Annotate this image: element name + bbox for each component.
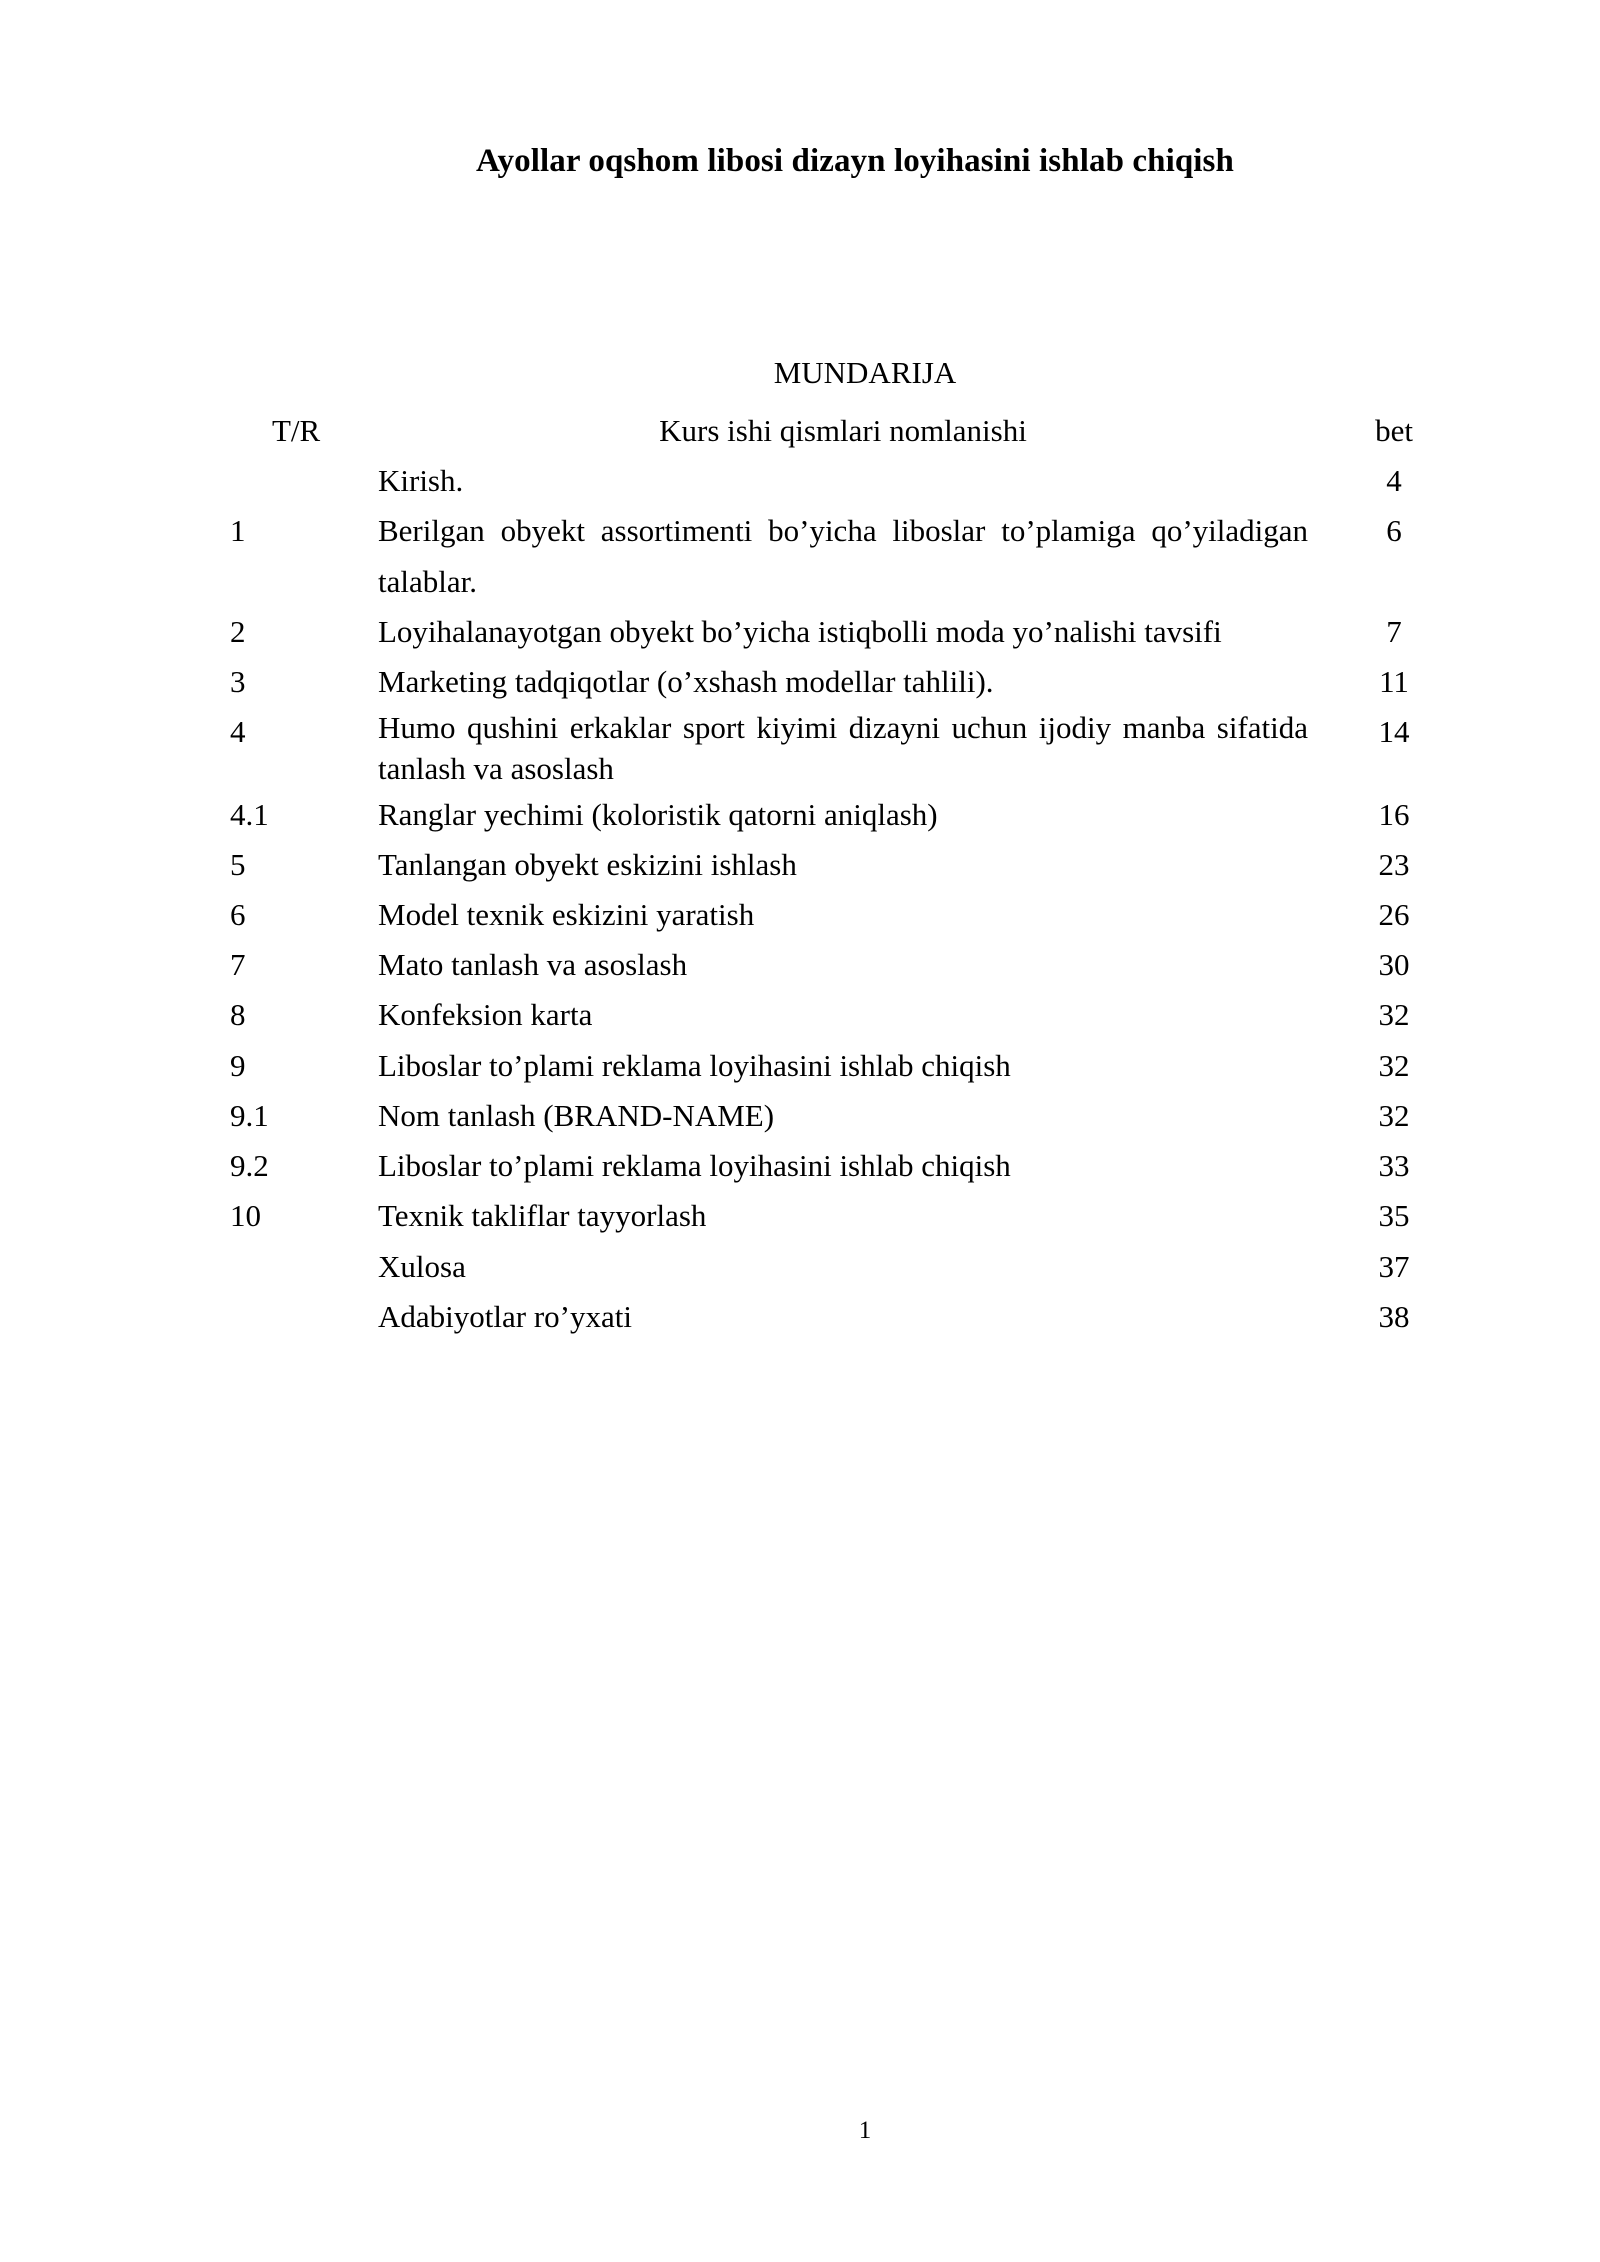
toc-row-number: 9.2 bbox=[230, 1148, 269, 1184]
toc-row-number bbox=[230, 1242, 378, 1292]
toc-row-title-text: Xulosa bbox=[378, 1248, 466, 1284]
toc-row[interactable] bbox=[230, 707, 1480, 789]
toc-row[interactable] bbox=[230, 1091, 1480, 1141]
toc-heading: MUNDARIJA bbox=[773, 355, 957, 390]
toc-row-title bbox=[378, 790, 1308, 840]
toc-row-page-number: 32 bbox=[1378, 1097, 1410, 1133]
toc-row[interactable] bbox=[230, 607, 1480, 657]
toc-row-page-number: 32 bbox=[1378, 1047, 1410, 1083]
toc-row-number: 6 bbox=[230, 897, 246, 933]
toc-row[interactable] bbox=[230, 506, 1480, 606]
toc-header-row bbox=[230, 406, 1480, 456]
toc-row-number bbox=[230, 456, 378, 506]
toc-row-title-text: Mato tanlash va asoslash bbox=[378, 947, 688, 983]
toc-row-title-text: Kirish. bbox=[378, 463, 464, 499]
toc-row-title bbox=[378, 1091, 1308, 1141]
toc-row-title-text: Berilgan obyekt assortimenti bo’yicha liboslar to’plamiga qo’yiladigan talablar. bbox=[378, 513, 1308, 599]
toc-row-page-number: 7 bbox=[1386, 613, 1402, 649]
toc-row-title bbox=[378, 456, 1308, 506]
toc-row-page-number: 4 bbox=[1386, 463, 1402, 499]
toc-row-page-number: 32 bbox=[1378, 997, 1410, 1033]
toc-row-title bbox=[378, 1292, 1308, 1342]
toc-row-number: 7 bbox=[230, 947, 246, 983]
toc-row-title-text: Liboslar to’plami reklama loyihasini ishlab chiqish bbox=[378, 1047, 1011, 1083]
toc-row-title bbox=[378, 1141, 1308, 1191]
toc-row-title-text: Liboslar to’plami reklama loyihasini ishlab chiqish bbox=[378, 1148, 1011, 1184]
toc-row-title bbox=[378, 657, 1308, 707]
toc-row-number: 2 bbox=[230, 613, 246, 649]
toc-row-number: 8 bbox=[230, 997, 246, 1033]
toc-row-title-text: Tanlangan obyekt eskizini ishlash bbox=[378, 846, 797, 882]
footer-page-number: 1 bbox=[858, 2117, 872, 2144]
toc-row-number: 3 bbox=[230, 663, 246, 699]
toc-row-page-number: 6 bbox=[1386, 513, 1402, 549]
toc-column-header-page: bet bbox=[1375, 412, 1413, 448]
toc-row-page-number: 23 bbox=[1378, 846, 1410, 882]
toc-row[interactable] bbox=[230, 1242, 1480, 1292]
toc-row[interactable] bbox=[230, 840, 1480, 890]
toc-row-title bbox=[378, 1191, 1308, 1241]
toc-row-page-number: 33 bbox=[1378, 1148, 1410, 1184]
toc-row[interactable] bbox=[230, 657, 1480, 707]
toc-row[interactable] bbox=[230, 890, 1480, 940]
toc-row-number: 1 bbox=[230, 513, 246, 549]
toc-row-title bbox=[378, 506, 1308, 606]
toc-row[interactable] bbox=[230, 790, 1480, 840]
toc-row-title-text: Texnik takliflar tayyorlash bbox=[378, 1198, 707, 1234]
toc-row[interactable] bbox=[230, 1292, 1480, 1342]
toc-row-title bbox=[378, 1041, 1308, 1091]
page-title: Ayollar oqshom libosi dizayn loyihasini ishlab chiqish bbox=[476, 143, 1234, 179]
toc-row-title-text: Konfeksion karta bbox=[378, 997, 593, 1033]
toc-row-title-text: Ranglar yechimi (koloristik qatorni aniqlash) bbox=[378, 796, 938, 832]
toc-row-page-number: 38 bbox=[1378, 1298, 1410, 1334]
toc-row-title-text: Marketing tadqiqotlar (o’xshash modellar tahlili). bbox=[378, 663, 994, 699]
toc-row[interactable] bbox=[230, 1141, 1480, 1191]
toc-row-title bbox=[378, 607, 1308, 657]
toc-row-title-text: Model texnik eskizini yaratish bbox=[378, 897, 755, 933]
toc-row[interactable] bbox=[230, 1041, 1480, 1091]
toc-row[interactable] bbox=[230, 940, 1480, 990]
table-of-contents bbox=[0, 352, 1600, 1342]
toc-row-title bbox=[378, 990, 1308, 1040]
toc-row[interactable] bbox=[230, 1191, 1480, 1241]
toc-body bbox=[230, 456, 1480, 1342]
toc-row-title-text: Adabiyotlar ro’yxati bbox=[378, 1298, 632, 1334]
toc-row-page-number: 14 bbox=[1378, 714, 1410, 750]
toc-row-number: 5 bbox=[230, 846, 246, 882]
toc-row-title bbox=[378, 840, 1308, 890]
toc-row[interactable] bbox=[230, 456, 1480, 506]
toc-row-number: 10 bbox=[230, 1198, 261, 1234]
toc-row-title bbox=[378, 1242, 1308, 1292]
toc-row[interactable] bbox=[230, 990, 1480, 1040]
toc-row-title bbox=[378, 890, 1308, 940]
toc-row-title bbox=[378, 707, 1308, 789]
toc-row-number: 9.1 bbox=[230, 1097, 269, 1133]
toc-column-header-title: Kurs ishi qismlari nomlanishi bbox=[659, 412, 1027, 448]
toc-row-page-number: 16 bbox=[1378, 796, 1410, 832]
toc-column-header-number: T/R bbox=[272, 412, 321, 448]
toc-row-number bbox=[230, 1292, 378, 1342]
toc-row-title-text: Humo qushini erkaklar sport kiyimi dizayni uchun ijodiy manba sifatida tanlash va asoslash bbox=[378, 710, 1308, 787]
toc-row-number: 9 bbox=[230, 1047, 246, 1083]
toc-row-number: 4.1 bbox=[230, 796, 269, 832]
toc-row-title bbox=[378, 940, 1308, 990]
toc-row-page-number: 37 bbox=[1378, 1248, 1410, 1284]
toc-row-page-number: 26 bbox=[1378, 897, 1410, 933]
toc-row-number: 4 bbox=[230, 714, 246, 750]
toc-row-page-number: 30 bbox=[1378, 947, 1410, 983]
toc-row-title-text: Nom tanlash (BRAND-NAME) bbox=[378, 1097, 775, 1133]
toc-row-page-number: 35 bbox=[1378, 1198, 1410, 1234]
toc-row-title-text: Loyihalanayotgan obyekt bo’yicha istiqbolli moda yo’nalishi tavsifi bbox=[378, 613, 1222, 649]
toc-table bbox=[230, 406, 1480, 1342]
toc-row-page-number: 11 bbox=[1379, 663, 1409, 699]
